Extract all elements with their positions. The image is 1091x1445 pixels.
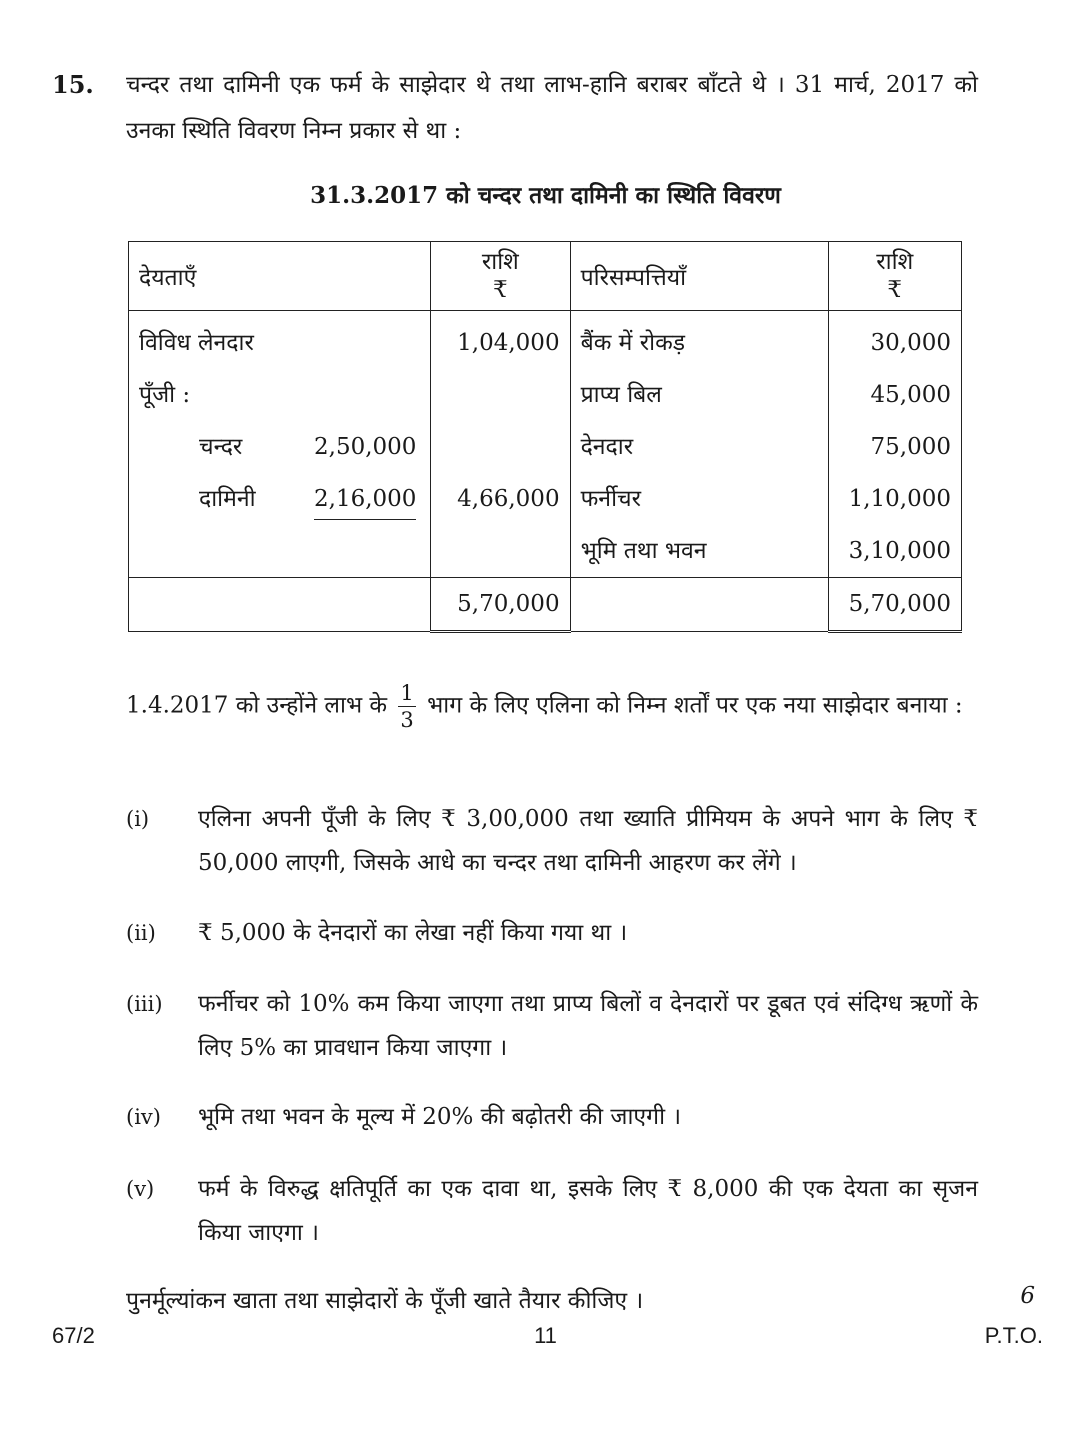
condition-item bbox=[126, 797, 978, 885]
condition-text: एलिना अपनी पूँजी के लिए ₹ 3,00,000 तथा ख्याति प्रीमियम के अपने भाग के लिए ₹ 50,000 लाएगी, जिसके आधे का चन्दर तथा दामिनी आहरण कर लेंगे । bbox=[198, 806, 978, 876]
creditors-amount: 1,04,000 bbox=[457, 330, 560, 356]
total-assets: 5,70,000 bbox=[828, 578, 962, 632]
asset-amount: 1,10,000 bbox=[848, 486, 951, 512]
fraction-denominator: 3 bbox=[400, 708, 414, 732]
pto-label: P.T.O. bbox=[984, 1323, 1043, 1348]
condition-item bbox=[126, 911, 978, 955]
asset-amount: 30,000 bbox=[870, 330, 951, 356]
asset-amount: 3,10,000 bbox=[848, 538, 951, 564]
total-liabilities: 5,70,000 bbox=[431, 578, 571, 632]
paper-code: 67/2 bbox=[52, 1323, 95, 1348]
capital-label: पूँजी : bbox=[139, 382, 191, 408]
condition-label: (v) bbox=[126, 1177, 155, 1201]
partner-2-name: दामिनी bbox=[199, 486, 256, 512]
asset-amount: 75,000 bbox=[870, 434, 951, 460]
condition-label: (ii) bbox=[126, 921, 156, 945]
profit-share-fraction bbox=[398, 680, 415, 733]
header-assets: परिसम्पत्तियाँ bbox=[570, 242, 828, 311]
condition-label: (iii) bbox=[126, 992, 163, 1016]
table-body-row bbox=[129, 311, 962, 578]
fraction-numerator: 1 bbox=[400, 681, 414, 705]
condition-text: फर्नीचर को 10% कम किया जाएगा तथा प्राप्य बिलों व देनदारों पर डूबत एवं संदिग्ध ऋणों के लिए 5% का प्रावधान किया जाएगा । bbox=[198, 991, 978, 1061]
balance-sheet-table bbox=[128, 241, 962, 633]
partner-1-amount: 2,50,000 bbox=[314, 434, 417, 460]
creditors-label: विविध लेनदार bbox=[139, 330, 254, 356]
header-amount-1 bbox=[431, 242, 571, 311]
partner-1-row bbox=[139, 421, 420, 473]
partner-2-amount: 2,16,000 bbox=[314, 479, 416, 520]
asset-name: बैंक में रोकड़ bbox=[580, 330, 686, 356]
table-total-row bbox=[129, 578, 962, 632]
question-marks: 6 bbox=[1020, 1283, 1035, 1309]
condition-item bbox=[126, 1095, 978, 1139]
admission-text-after: भाग के लिए एलिना को निम्न शर्तों पर एक नया साझेदार बनाया : bbox=[427, 692, 963, 719]
condition-label: (iv) bbox=[126, 1105, 161, 1129]
question-intro: चन्दर तथा दामिनी एक फर्म के साझेदार थे तथा लाभ-हानि बराबर बाँटते थे । 31 मार्च, 2017 को उनका स्थिति विवरण निम्न प्रकार से था : bbox=[126, 72, 978, 144]
asset-name: फर्नीचर bbox=[580, 486, 642, 512]
header-currency-2: ₹ bbox=[887, 277, 903, 303]
liabilities-cell bbox=[129, 311, 431, 578]
assets-amount-cell bbox=[828, 311, 962, 578]
table-header-row bbox=[129, 242, 962, 311]
asset-name: भूमि तथा भवन bbox=[580, 538, 707, 564]
header-currency-1: ₹ bbox=[493, 277, 508, 303]
asset-amount: 45,000 bbox=[870, 382, 951, 408]
header-amount-1-label: राशि bbox=[481, 249, 519, 275]
liabilities-amount-cell bbox=[431, 311, 571, 578]
condition-item bbox=[126, 982, 978, 1070]
capital-total: 4,66,000 bbox=[457, 486, 560, 512]
question-number: 15. bbox=[52, 70, 94, 99]
instruction-text: पुनर्मूल्यांकन खाता तथा साझेदारों के पूँजी खाते तैयार कीजिए । bbox=[126, 1288, 644, 1314]
page-number: 11 bbox=[534, 1323, 557, 1348]
admission-paragraph bbox=[126, 680, 978, 733]
condition-text: भूमि तथा भवन के मूल्य में 20% की बढ़ोतरी की जाएगी । bbox=[198, 1104, 682, 1130]
condition-text: फर्म के विरुद्ध क्षतिपूर्ति का एक दावा था, इसके लिए ₹ 8,000 की एक देयता का सृजन किया जाएगा । bbox=[198, 1176, 978, 1246]
condition-text: ₹ 5,000 के देनदारों का लेखा नहीं किया गया था । bbox=[198, 920, 628, 946]
partner-1-name: चन्दर bbox=[199, 434, 243, 460]
assets-cell bbox=[570, 311, 828, 578]
partner-2-row bbox=[139, 473, 420, 525]
asset-name: प्राप्य बिल bbox=[580, 382, 662, 408]
header-amount-2 bbox=[828, 242, 962, 311]
asset-name: देनदार bbox=[580, 434, 634, 460]
admission-text-before: 1.4.2017 को उन्होंने लाभ के bbox=[126, 692, 388, 719]
header-amount-2-label: राशि bbox=[876, 249, 914, 275]
header-liabilities: देयताएँ bbox=[129, 242, 431, 311]
condition-item bbox=[126, 1167, 978, 1255]
table-title: 31.3.2017 को चन्दर तथा दामिनी का स्थिति विवरण bbox=[310, 182, 781, 209]
condition-label: (i) bbox=[126, 807, 150, 831]
